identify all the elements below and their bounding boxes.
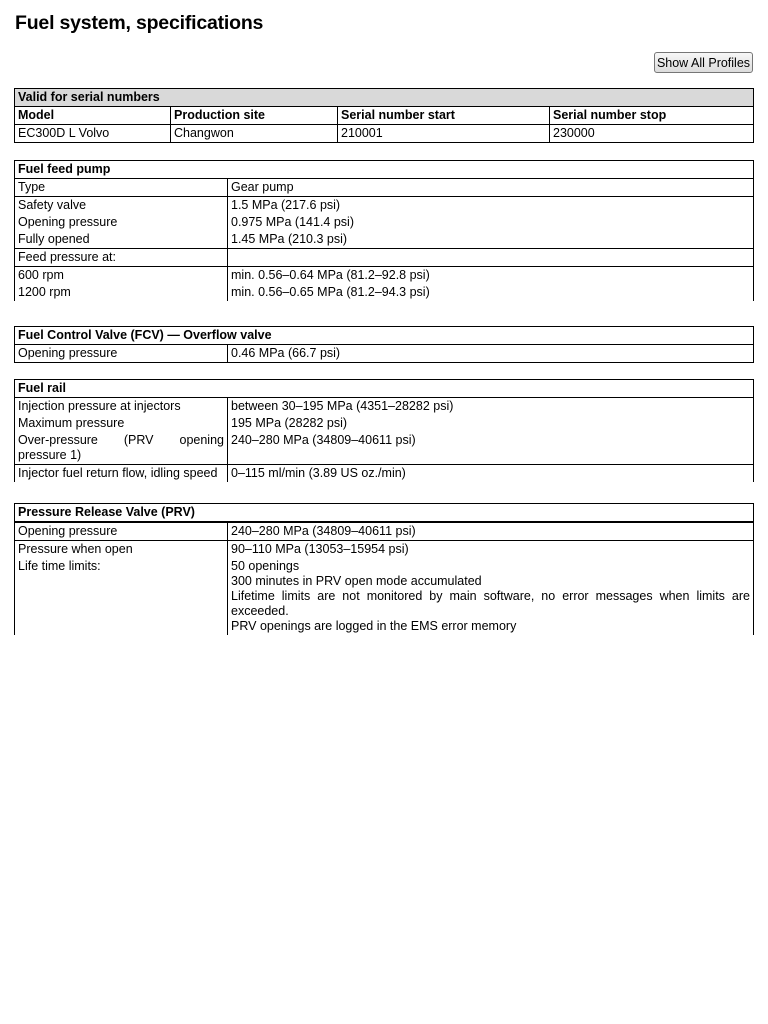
table-row — [15, 267, 754, 285]
fcv-header: Fuel Control Valve (FCV) — Overflow valve — [15, 327, 754, 345]
spec-label: Life time limits: — [15, 558, 228, 635]
spec-value: 90–110 MPa (13053–15954 psi) — [228, 541, 754, 559]
column-header-serial-start: Serial number start — [338, 107, 550, 125]
table-row — [15, 432, 754, 465]
life-limit-line: PRV openings are logged in the EMS error memory — [231, 619, 517, 633]
spec-label: Pressure when open — [15, 541, 228, 559]
table-row — [15, 125, 754, 143]
spec-value: 0–115 ml/min (3.89 US oz./min) — [228, 465, 754, 483]
spec-label: Injection pressure at injectors — [15, 398, 228, 416]
table-row — [15, 415, 754, 432]
table-row — [15, 249, 754, 267]
spec-label: Maximum pressure — [15, 415, 228, 432]
table-row — [15, 541, 754, 559]
fuel-feed-pump-header: Fuel feed pump — [15, 161, 754, 179]
table-row — [15, 558, 754, 635]
table-row — [15, 284, 754, 301]
spec-value: min. 0.56–0.65 MPa (81.2–94.3 psi) — [228, 284, 754, 301]
spec-label: Fully opened — [15, 231, 228, 249]
show-all-profiles-button[interactable]: Show All Profiles — [654, 52, 753, 73]
spec-label: Opening pressure — [15, 522, 228, 541]
spec-value: min. 0.56–0.64 MPa (81.2–92.8 psi) — [228, 267, 754, 285]
page-title: Fuel system, specifications — [15, 12, 264, 34]
spec-value: 195 MPa (28282 psi) — [228, 415, 754, 432]
spec-value: 240–280 MPa (34809–40611 psi) — [228, 522, 754, 541]
spec-value: 1.45 MPa (210.3 psi) — [228, 231, 754, 249]
table-row — [15, 345, 754, 363]
fuel-rail-table — [14, 379, 754, 482]
spec-label: Type — [15, 179, 228, 197]
spec-label: Opening pressure — [15, 345, 228, 363]
table-row — [15, 197, 754, 215]
table-row — [15, 398, 754, 416]
table-row — [15, 179, 754, 197]
column-header-production-site: Production site — [171, 107, 338, 125]
spec-label: Feed pressure at: — [15, 249, 228, 267]
cell-model: EC300D L Volvo — [15, 125, 171, 143]
table-row — [15, 214, 754, 231]
serial-numbers-header: Valid for serial numbers — [15, 89, 754, 107]
spec-value: between 30–195 MPa (4351–28282 psi) — [228, 398, 754, 416]
life-limit-line: 300 minutes in PRV open mode accumulated — [231, 574, 482, 588]
table-row — [15, 465, 754, 483]
serial-numbers-table — [14, 88, 754, 143]
cell-production-site: Changwon — [171, 125, 338, 143]
spec-label: Over-pressure (PRV opening pressure 1) — [15, 432, 228, 465]
life-limit-line: Lifetime limits are not monitored by main software, no error messages when limits are exceeded. — [231, 589, 750, 618]
table-row — [15, 231, 754, 249]
cell-serial-start: 210001 — [338, 125, 550, 143]
spec-value: 1.5 MPa (217.6 psi) — [228, 197, 754, 215]
life-time-limits-value — [228, 558, 754, 635]
prv-header: Pressure Release Valve (PRV) — [15, 504, 754, 523]
table-header-row — [15, 89, 754, 107]
life-limit-line: 50 openings — [231, 559, 300, 573]
column-header-serial-stop: Serial number stop — [550, 107, 754, 125]
spec-label: Injector fuel return flow, idling speed — [15, 465, 228, 483]
prv-table — [14, 503, 754, 635]
column-header-model: Model — [15, 107, 171, 125]
spec-value: 0.46 MPa (66.7 psi) — [228, 345, 754, 363]
spec-value — [228, 249, 754, 267]
fcv-table — [14, 326, 754, 363]
spec-label: Opening pressure — [15, 214, 228, 231]
column-header-row — [15, 107, 754, 125]
spec-label: 600 rpm — [15, 267, 228, 285]
fuel-rail-header: Fuel rail — [15, 380, 754, 398]
table-row — [15, 522, 754, 541]
spec-value: 240–280 MPa (34809–40611 psi) — [228, 432, 754, 465]
fuel-feed-pump-table — [14, 160, 754, 301]
spec-value: 0.975 MPa (141.4 psi) — [228, 214, 754, 231]
spec-label: Safety valve — [15, 197, 228, 215]
cell-serial-stop: 230000 — [550, 125, 754, 143]
spec-value: Gear pump — [228, 179, 754, 197]
spec-label: 1200 rpm — [15, 284, 228, 301]
